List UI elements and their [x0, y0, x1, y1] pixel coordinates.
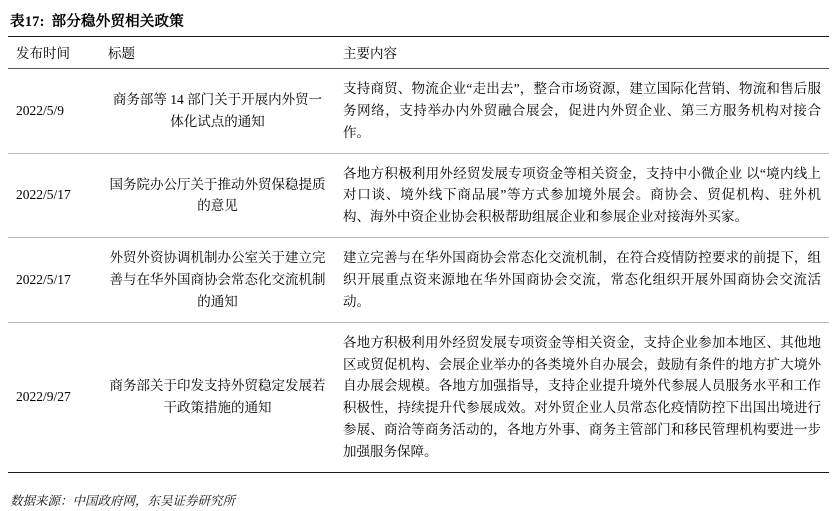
table-row [8, 69, 829, 154]
column-header-content: 主要内容 [335, 37, 829, 69]
cell-title: 外贸外资协调机制办公室关于建立完善与在华外国商协会常态化交流机制的通知 [100, 238, 335, 323]
cell-content: 各地方积极利用外经贸发展专项资金等相关资金，支持企业参加本地区、其他地区或贸促机构、会展企业举办的各类境外自办展会，鼓励有条件的地方扩大境外自办展会规模。各地方加强指导，支持企业提升境外代参展人员服务水平和工作积极性，持续提升代参展成效。对外贸企业人员常态化疫情防控下出国出境进行参展、商洽等商务活动的，各地方外事、商务主管部门和移民管理机构要进一步加强服务保障。 [335, 322, 829, 472]
cell-content: 建立完善与在华外国商协会常态化交流机制，在符合疫情防控要求的前提下，组织开展重点资来源地在华外国商协会交流，常态化组织开展外国商协会交流活动。 [335, 238, 829, 323]
table-header-row [8, 37, 829, 69]
table-header [8, 37, 829, 69]
cell-title: 国务院办公厅关于推动外贸保稳提质的意见 [100, 153, 335, 238]
cell-date: 2022/5/17 [8, 238, 100, 323]
cell-title: 商务部等 14 部门关于开展内外贸一体化试点的通知 [100, 69, 335, 154]
table-row [8, 153, 829, 238]
table-caption-label: 表17: [10, 14, 45, 30]
cell-date: 2022/5/17 [8, 153, 100, 238]
column-header-title: 标题 [100, 37, 335, 69]
policy-table [8, 36, 829, 473]
cell-content: 支持商贸、物流企业“走出去”，整合市场资源，建立国际化营销、物流和售后服务网络，支持举办内外贸融合展会，促进内外贸企业、第三方服务机构对接合作。 [335, 69, 829, 154]
data-source-note: 数据来源：中国政府网，东吴证券研究所 [10, 494, 236, 508]
cell-content: 各地方积极利用外经贸发展专项资金等相关资金，支持中小微企业 以“境内线上对口谈、境外线下商品展”等方式参加境外展会。商协会、贸促机构、驻外机构、海外中资企业协会积极帮助组展企业和参展企业对接海外买家。 [335, 153, 829, 238]
cell-date: 2022/5/9 [8, 69, 100, 154]
cell-date: 2022/9/27 [8, 322, 100, 472]
table-caption [8, 10, 829, 36]
table-caption-text: 部分稳外贸相关政策 [51, 14, 184, 30]
cell-title: 商务部关于印发支持外贸稳定发展若干政策措施的通知 [100, 322, 335, 472]
column-header-date: 发布时间 [8, 37, 100, 69]
table-row [8, 322, 829, 472]
table-body [8, 69, 829, 473]
table-row [8, 238, 829, 323]
